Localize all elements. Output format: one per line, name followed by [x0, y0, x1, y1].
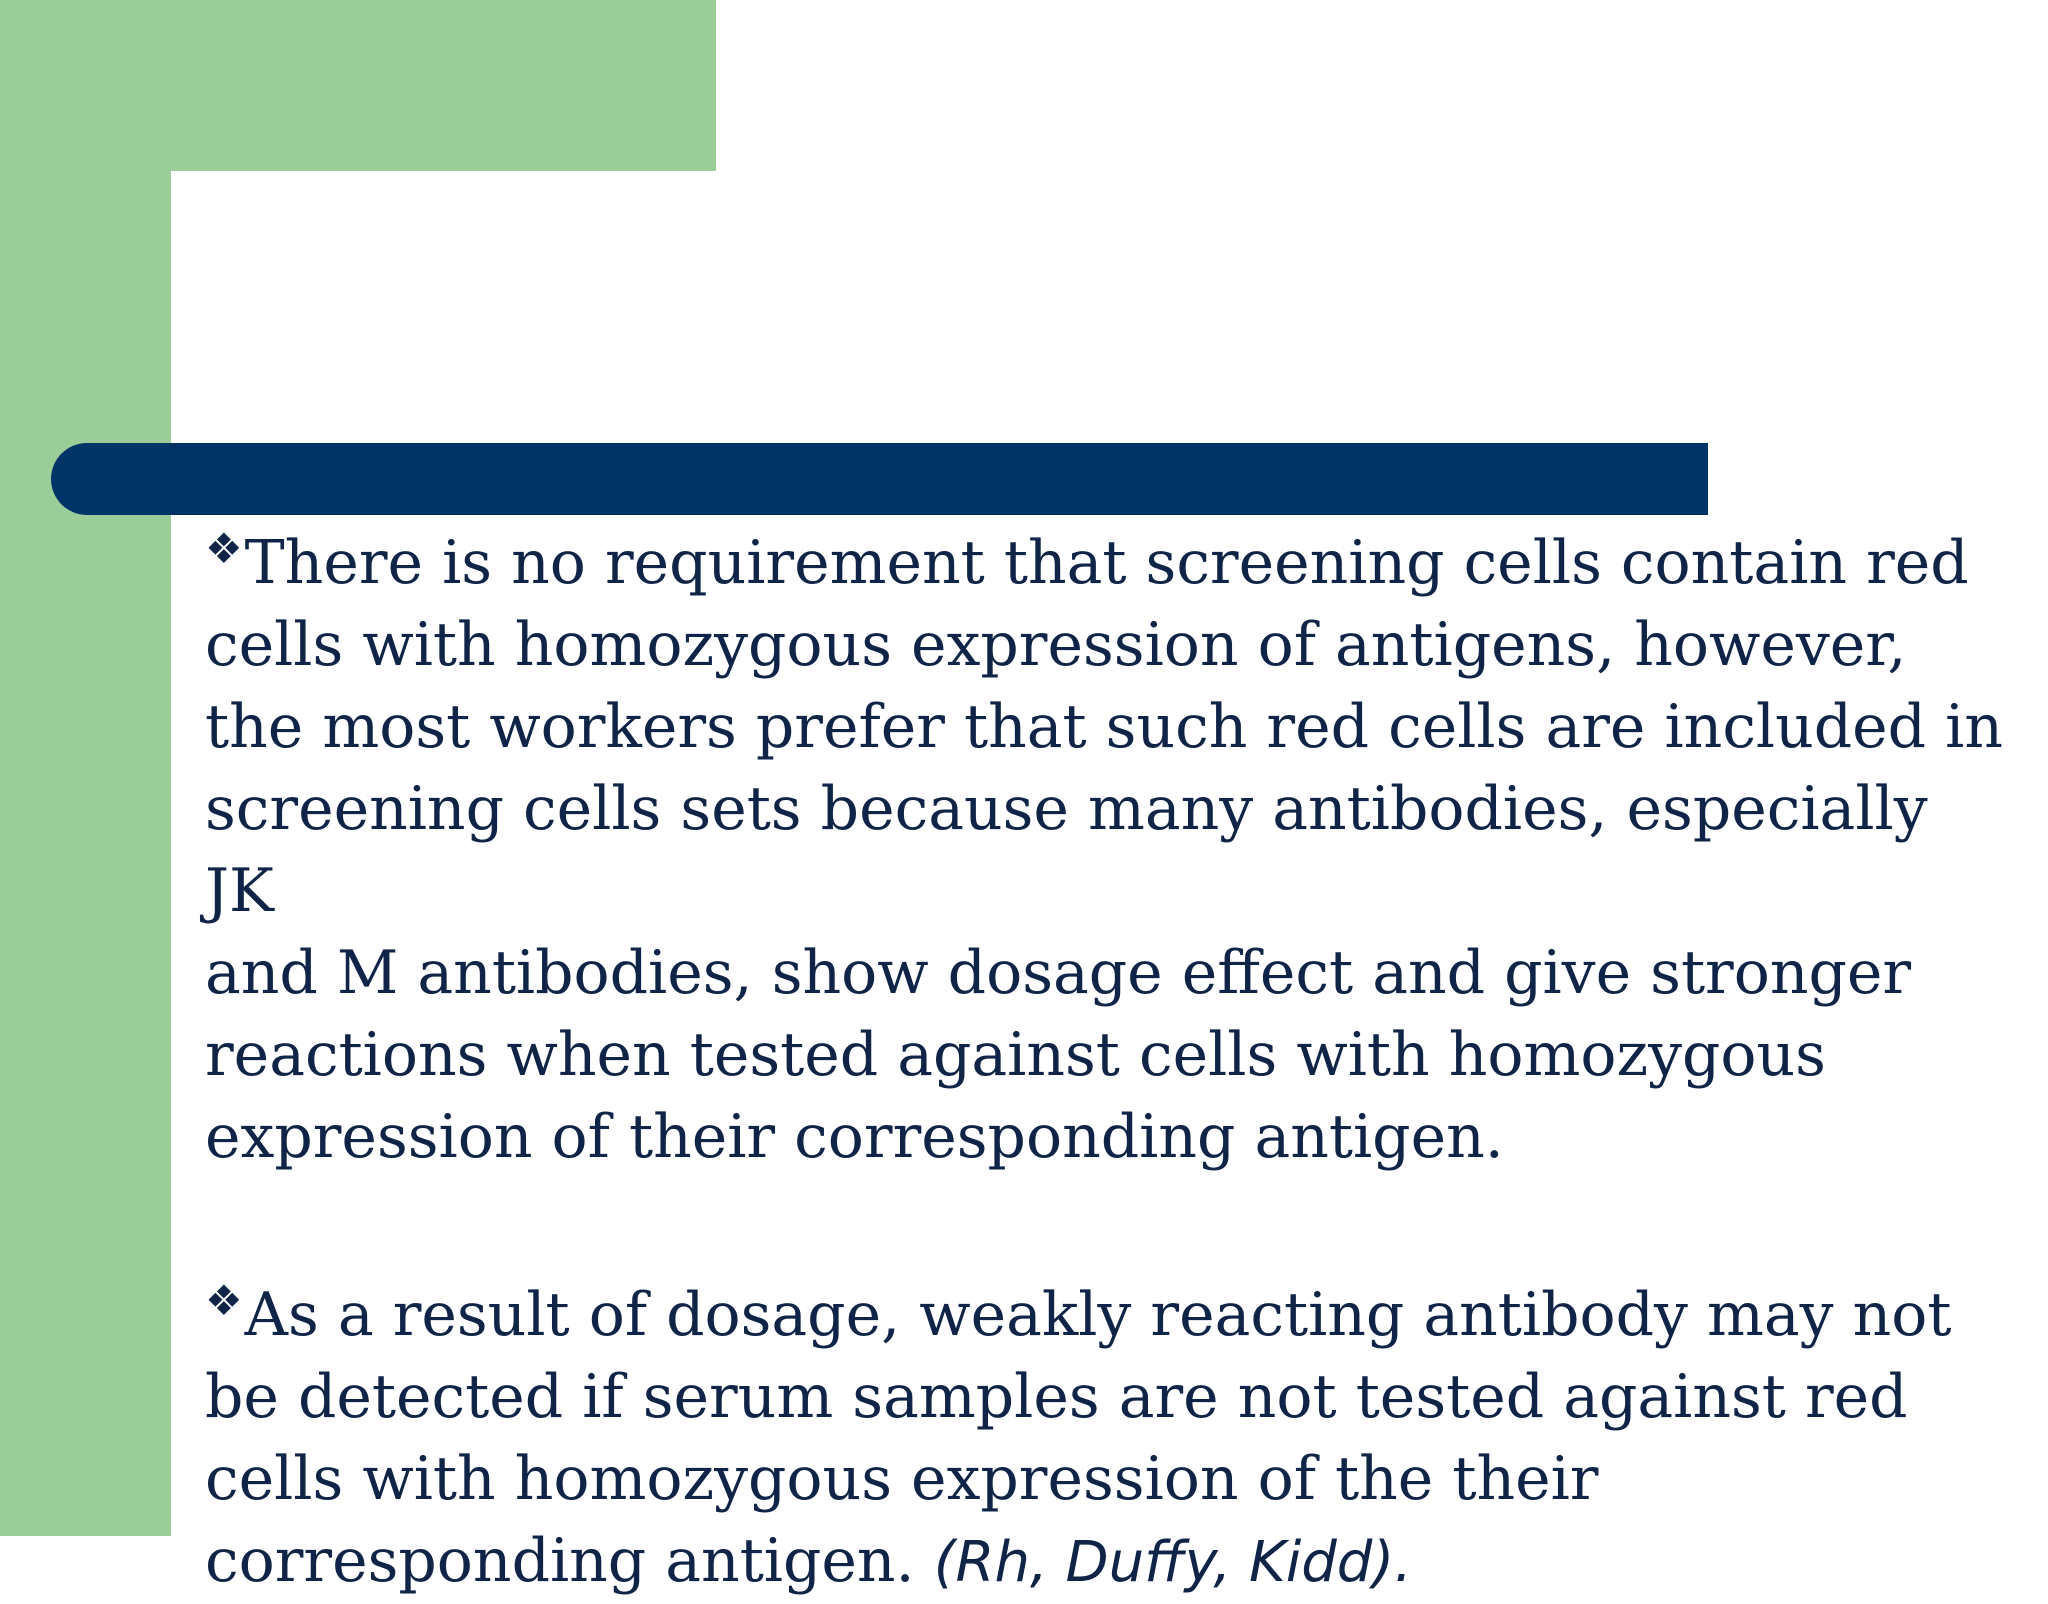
bullet-1-line-7: expression of their corresponding antigen.	[205, 1102, 1504, 1172]
citation: (Rh, Duffy, Kidd).	[933, 1530, 1412, 1595]
bullet-2-line-4: corresponding antigen.	[205, 1526, 934, 1596]
green-accent-left	[0, 0, 171, 1536]
slide-body	[205, 508, 2005, 1604]
bullet-1-line-2: cells with homozygous expression of antigens, however,	[205, 610, 1907, 680]
bullet-1-line-4: screening cells sets because many antibodies, especially JK	[205, 774, 1928, 926]
bullet-2-line-3: cells with homozygous expression of the their	[205, 1444, 1599, 1514]
four-diamond-bullet-icon: ❖	[205, 524, 243, 573]
bullet-1-line-5: and M antibodies, show dosage effect and give stronger	[205, 938, 1912, 1008]
bullet-2-line-2: be detected if serum samples are not tested against red	[205, 1362, 1908, 1432]
bullet-2-line-1: As a result of dosage, weakly reacting antibody may not	[244, 1280, 1952, 1350]
bullet-1-line-1: There is no requirement that screening cells contain red	[244, 528, 1969, 598]
bullet-paragraph-2	[205, 1260, 2005, 1604]
bullet-paragraph-1	[205, 508, 2005, 1178]
title-bar	[51, 443, 1708, 515]
bullet-1-line-3: the most workers prefer that such red cells are included in	[205, 692, 2003, 762]
four-diamond-bullet-icon: ❖	[205, 1276, 243, 1325]
bullet-1-line-6: reactions when tested against cells with homozygous	[205, 1020, 1826, 1090]
